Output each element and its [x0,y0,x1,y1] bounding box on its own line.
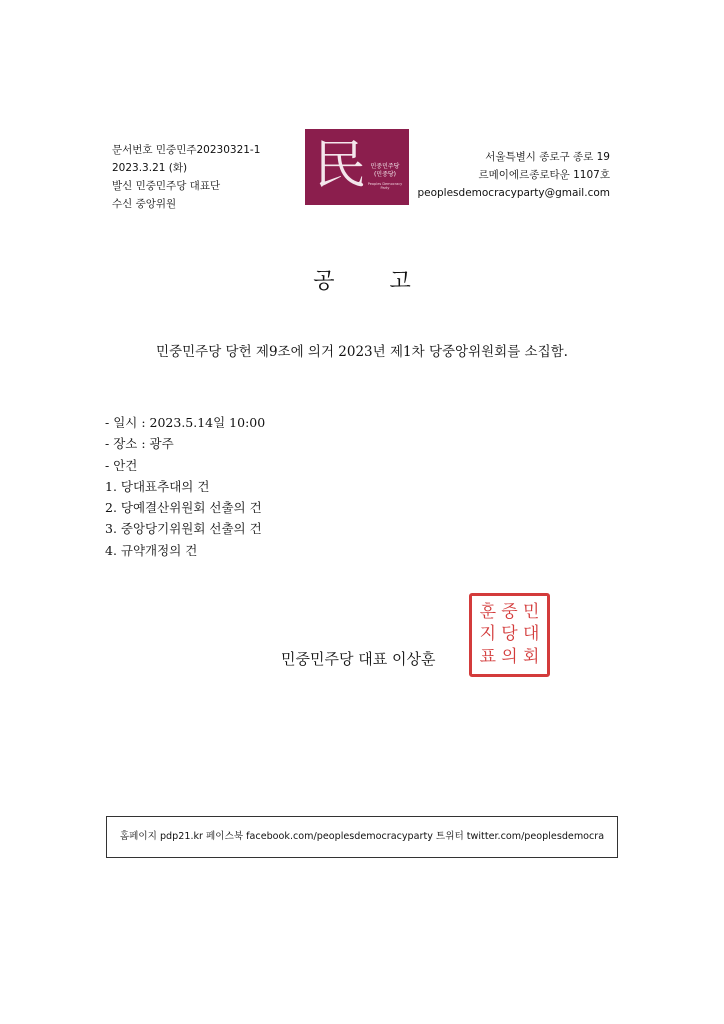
list-item: 3. 중앙당기위원회 선출의 건 [105,521,262,537]
doc-date: 2023.3.21 (화) [112,162,188,174]
seal-characters [477,601,542,669]
contact-email: peoplesdemocracyparty@gmail.com [417,187,610,199]
logo-glyph: 民 [314,136,367,196]
seal-char: 당 [501,624,518,645]
logo-english: Peoples Democracy Party [367,182,403,190]
doc-receiver: 수신 중앙위원 [112,198,177,210]
intro-text: 민중민주당 당헌 제9조에 의거 2023년 제1차 당중앙위원회를 소집함. [156,344,568,360]
footer-links: 홈페이지 pdp21.kr 페이스북 facebook.com/peoplesdemocracyparty 트위터 twitter.com/peoplesdemocra [119,831,605,842]
signature: 민중민주당 대표 이상훈 [281,650,436,668]
doc-sender: 발신 민중민주당 대표단 [112,180,221,192]
seal-stamp [469,593,550,677]
list-item: - 안건 [105,457,138,473]
party-logo [305,129,409,205]
seal-char: 대 [522,624,540,645]
seal-char: 표 [479,647,497,668]
list-item: - 장소 : 광주 [105,436,174,452]
seal-char: 회 [522,647,540,668]
document-meta [112,141,260,213]
doc-number: 문서번호 민중민주20230321-1 [112,144,261,156]
address-line1: 서울특별시 종로구 종로 19 [485,151,610,163]
list-item: 2. 당예결산위원회 선출의 건 [105,500,262,516]
logo-name [367,163,403,179]
list-item: - 일시 : 2023.5.14일 10:00 [105,415,266,430]
seal-char: 지 [479,624,497,645]
party-contact [417,148,610,202]
seal-char: 훈 [479,601,497,622]
seal-char: 민 [522,601,540,622]
document-title: 공 고 [313,269,435,294]
address-line2: 르메이에르종로타운 1107호 [478,169,610,181]
logo-name-line2: (민중당) [373,171,397,178]
logo-name-line1: 민중민주당 [370,163,400,170]
footer-links-box [106,816,618,858]
agenda-list [105,412,265,561]
seal-char: 중 [501,601,518,622]
list-item: 4. 규약개정의 건 [105,542,198,558]
seal-char: 의 [501,647,518,668]
list-item: 1. 당대표추대의 건 [105,478,210,494]
